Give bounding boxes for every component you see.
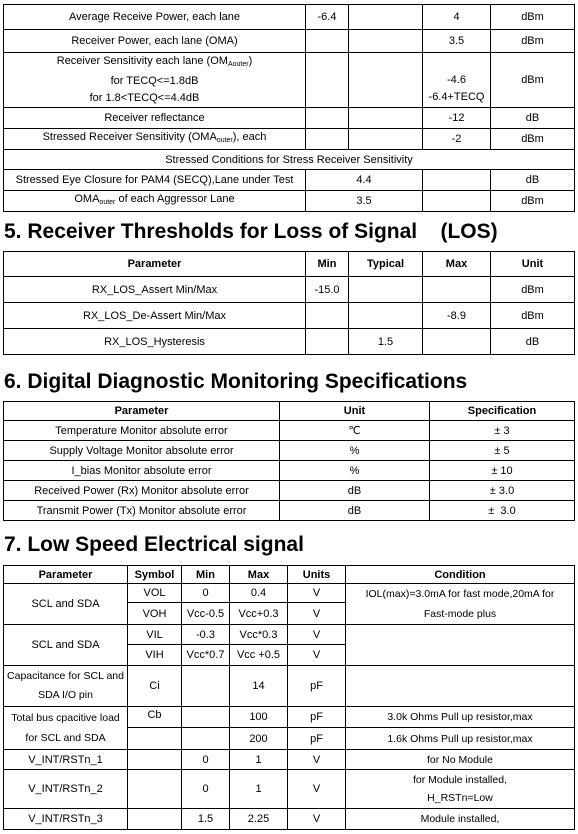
condition-cell: for Module installed, H_RSTn=Low (346, 770, 575, 809)
col-header: Min (306, 252, 349, 277)
symbol-cell (128, 750, 182, 770)
param-cell: Capacitance for SCL and SDA I/O pin (4, 666, 128, 707)
condition-cell: for No Module (346, 750, 575, 770)
param-cell: SCL and SDA (4, 625, 128, 666)
table-row (4, 707, 575, 728)
param-cell: RX_LOS_De-Assert Min/Max (4, 303, 306, 329)
min-cell: 0 (182, 584, 230, 603)
typ-cell: 3.5 (306, 191, 423, 212)
unit-cell: dB (491, 108, 575, 129)
max-cell: 3.5 (423, 30, 491, 53)
param-cell: Transmit Power (Tx) Monitor absolute error (4, 501, 280, 521)
col-header: Max (230, 566, 288, 584)
spec-cell: ± 3.0 (430, 501, 575, 521)
col-header: Typical (349, 252, 423, 277)
spec-cell: ± 3 (430, 421, 575, 441)
spec-cell: ± 10 (430, 461, 575, 481)
min-cell: -15.0 (306, 277, 349, 303)
unit-cell: dB (491, 329, 575, 355)
table-header-row (4, 566, 575, 584)
table-row (4, 329, 575, 355)
condition-cell (346, 625, 575, 666)
param-cell: Stressed Eye Closure for PAM4 (SECQ),Lane under Test (4, 170, 306, 191)
table-row (4, 501, 575, 521)
unit-cell: V (288, 625, 346, 645)
param-cell: Receiver reflectance (4, 108, 306, 129)
typ-cell (349, 30, 423, 53)
symbol-cell: VIH (128, 645, 182, 666)
unit-cell: pF (288, 707, 346, 728)
table-row (4, 53, 575, 108)
param-cell: $OMA_{outer}$ of each Aggressor Lane (4, 191, 306, 212)
max-cell: -2 (423, 129, 491, 150)
max-cell (423, 170, 491, 191)
table-row (4, 129, 575, 150)
min-cell (306, 30, 349, 53)
unit-cell: dB (280, 481, 430, 501)
param-cell: Receiver Power, each lane (OMA) (4, 30, 306, 53)
spec-cell: ± 5 (430, 441, 575, 461)
typ-cell: 1.5 (349, 329, 423, 355)
param-cell: I_bias Monitor absolute error (4, 461, 280, 481)
typ-cell (349, 277, 423, 303)
col-header: Min (182, 566, 230, 584)
max-cell: Vcc+0.3 (230, 603, 288, 625)
table-row (4, 150, 575, 170)
param-cell: V_INT/RSTn_2 (4, 770, 128, 809)
table-header-row (4, 402, 575, 421)
symbol-cell: VOH (128, 603, 182, 625)
table-header-row (4, 252, 575, 277)
ddm-table (3, 401, 575, 521)
unit-cell: dB (280, 501, 430, 521)
col-header: Parameter (4, 252, 306, 277)
min-cell (306, 303, 349, 329)
param-cell: SCL and SDA (4, 584, 128, 625)
max-cell (423, 329, 491, 355)
min-cell: Vcc-0.5 (182, 603, 230, 625)
min-cell: 0 (182, 750, 230, 770)
condition-cell: 3.0k Ohms Pull up resistor,max (346, 707, 575, 728)
max-cell: 200 (230, 728, 288, 750)
unit-cell: pF (288, 666, 346, 707)
table-row (4, 108, 575, 129)
unit-cell: dBm (491, 129, 575, 150)
min-cell (182, 707, 230, 728)
param-cell: V_INT/RSTn_1 (4, 750, 128, 770)
param-cell: Average Receive Power, each lane (4, 5, 306, 30)
min-cell: Vcc*0.7 (182, 645, 230, 666)
table-row (4, 770, 575, 809)
max-cell (423, 191, 491, 212)
col-header: Units (288, 566, 346, 584)
table-row (4, 461, 575, 481)
condition-cell: Module installed, (346, 809, 575, 830)
symbol-cell (128, 770, 182, 809)
condition-cell: 1.6k Ohms Pull up resistor,max (346, 728, 575, 750)
col-header: Parameter (4, 402, 280, 421)
receiver-table (3, 4, 575, 212)
unit-cell: pF (288, 728, 346, 750)
unit-cell: dBm (491, 30, 575, 53)
min-cell: 1.5 (182, 809, 230, 830)
condition-cell: IOL(max)=3.0mA for fast mode,20mA for Fast-mode plus (346, 584, 575, 625)
table-row (4, 625, 575, 645)
typ-cell (349, 108, 423, 129)
table-row (4, 441, 575, 461)
min-cell (182, 666, 230, 707)
typ-cell (349, 5, 423, 30)
symbol-cell (128, 728, 182, 750)
unit-cell: dBm (491, 191, 575, 212)
unit-cell: V (288, 603, 346, 625)
max-cell: 2.25 (230, 809, 288, 830)
param-cell: RX_LOS_Hysteresis (4, 329, 306, 355)
min-cell (182, 728, 230, 750)
col-header: Max (423, 252, 491, 277)
symbol-cell: VIL (128, 625, 182, 645)
param-line: for 1.8<TECQ<=4.4dB (89, 92, 200, 104)
col-header: Symbol (128, 566, 182, 584)
param-cell: Temperature Monitor absolute error (4, 421, 280, 441)
condition-cell (346, 666, 575, 707)
typ-cell: 4.4 (306, 170, 423, 191)
max-cell: -4.6 -6.4+TECQ (423, 53, 491, 108)
max-cell: 4 (423, 5, 491, 30)
table-row (4, 750, 575, 770)
col-header: Condition (346, 566, 575, 584)
unit-cell: dBm (491, 53, 575, 108)
max-cell: -8.9 (423, 303, 491, 329)
typ-cell (349, 303, 423, 329)
section-6-title: 6. Digital Diagnostic Monitoring Specifications (4, 370, 468, 393)
unit-cell: dB (491, 170, 575, 191)
min-cell: -0.3 (182, 625, 230, 645)
min-cell (306, 53, 349, 108)
param-cell: V_INT/RSTn_3 (4, 809, 128, 830)
min-cell: 0 (182, 770, 230, 809)
table-row (4, 421, 575, 441)
max-cell: -12 (423, 108, 491, 129)
table-row (4, 191, 575, 212)
symbol-cell (128, 809, 182, 830)
col-header: Unit (280, 402, 430, 421)
unit-cell: V (288, 584, 346, 603)
max-cell: Vcc*0.3 (230, 625, 288, 645)
span-cell: Stressed Conditions for Stress Receiver Sensitivity (4, 150, 575, 170)
unit-cell: dBm (491, 303, 575, 329)
min-cell (306, 329, 349, 355)
max-cell: 14 (230, 666, 288, 707)
max-cell: 0.4 (230, 584, 288, 603)
low-speed-table (3, 565, 575, 830)
col-header: Specification (430, 402, 575, 421)
param-cell: Received Power (Rx) Monitor absolute error (4, 481, 280, 501)
param-cell: Supply Voltage Monitor absolute error (4, 441, 280, 461)
typ-cell (349, 53, 423, 108)
table-row (4, 5, 575, 30)
max-cell (423, 277, 491, 303)
table-row (4, 30, 575, 53)
spec-cell: ± 3.0 (430, 481, 575, 501)
los-table (3, 251, 575, 355)
typ-cell (349, 129, 423, 150)
unit-cell: dBm (491, 5, 575, 30)
param-cell: Stressed Receiver Sensitivity $(OMA_{outer})$, each (4, 129, 306, 150)
param-line: for TECQ<=1.8dB (110, 75, 199, 87)
section-5-title: 5. Receiver Thresholds for Loss of Signal (LOS) (4, 220, 498, 243)
table-row (4, 303, 575, 329)
unit-cell: % (280, 461, 430, 481)
symbol-cell: Cb (128, 707, 182, 728)
max-cell: 100 (230, 707, 288, 728)
unit-cell: ℃ (280, 421, 430, 441)
unit-cell: V (288, 770, 346, 809)
min-cell (306, 108, 349, 129)
table-row (4, 277, 575, 303)
param-line: Receiver Sensitivity each lane $(OM_{Aouter})$ (56, 55, 253, 68)
symbol-cell: Ci (128, 666, 182, 707)
table-row (4, 170, 575, 191)
min-cell: -6.4 (306, 5, 349, 30)
symbol-cell: VOL (128, 584, 182, 603)
col-header: Unit (491, 252, 575, 277)
max-cell: 1 (230, 750, 288, 770)
table-row (4, 666, 575, 707)
unit-cell: V (288, 809, 346, 830)
unit-cell: % (280, 441, 430, 461)
param-cell (4, 53, 306, 108)
param-cell: Total bus cpacitive load for SCL and SDA (4, 707, 128, 750)
max-cell: Vcc +0.5 (230, 645, 288, 666)
section-7-title: 7. Low Speed Electrical signal (4, 533, 304, 556)
table-row (4, 809, 575, 830)
col-header: Parameter (4, 566, 128, 584)
max-cell: 1 (230, 770, 288, 809)
min-cell (306, 129, 349, 150)
unit-cell: dBm (491, 277, 575, 303)
table-row (4, 481, 575, 501)
param-cell: RX_LOS_Assert Min/Max (4, 277, 306, 303)
unit-cell: V (288, 750, 346, 770)
unit-cell: V (288, 645, 346, 666)
table-row (4, 584, 575, 603)
